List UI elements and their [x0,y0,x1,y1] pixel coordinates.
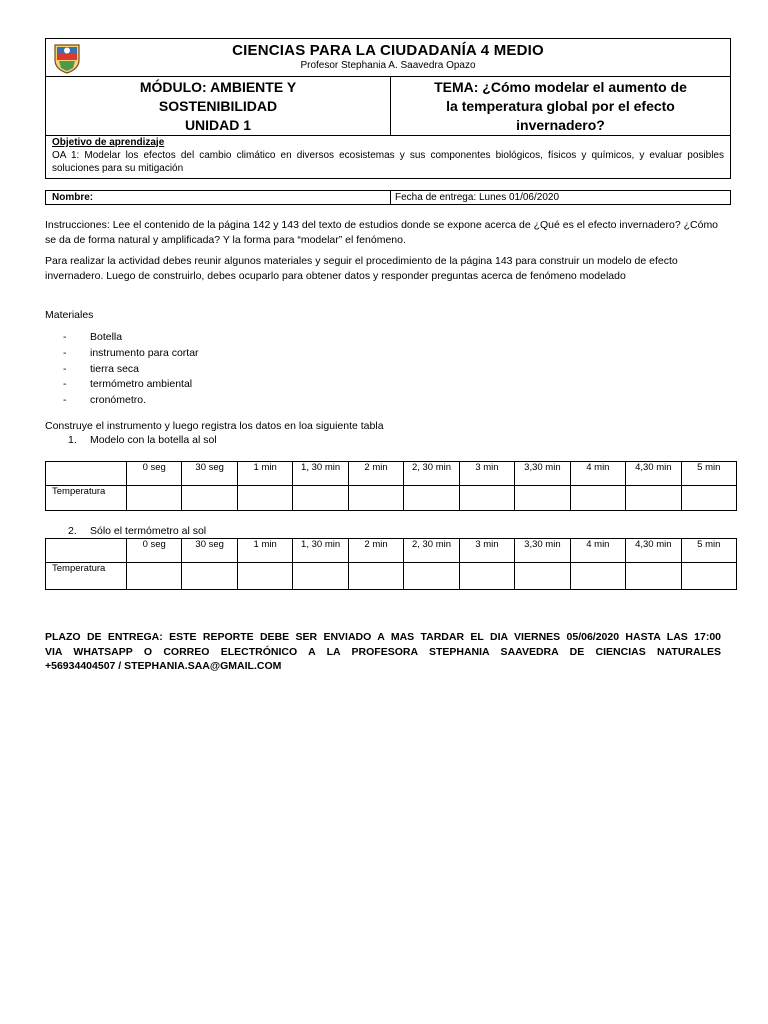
temperature-input-cell[interactable] [237,486,292,511]
teacher-name: Profesor Stephania A. Saavedra Opazo [300,60,476,71]
school-crest-icon [52,42,82,74]
time-header: 30 seg [182,539,237,563]
time-header: 2 min [348,539,403,563]
table-header-row [46,539,737,563]
temperature-input-cell[interactable] [459,563,514,590]
time-header: 1 min [237,462,292,486]
temperature-input-cell[interactable] [515,563,570,590]
temperature-input-cell[interactable] [626,563,681,590]
time-header: 2, 30 min [404,539,459,563]
table-header-row [46,462,737,486]
deadline-line: PLAZO DE ENTREGA: ESTE REPORTE DEBE SER ENVIADO A MAS TARDAR EL DIA VIERNES 05/06/2020 HASTA LAS 17:00 [45,631,721,643]
temperature-input-cell[interactable] [348,563,403,590]
row-label-temperatura: Temperatura [46,563,127,590]
temperature-input-cell[interactable] [681,563,736,590]
time-header: 4 min [570,462,625,486]
temperature-input-cell[interactable] [127,486,182,511]
temperature-input-cell[interactable] [626,486,681,511]
table-corner-cell [46,539,127,563]
time-header: 1 min [237,539,292,563]
theme-line: invernadero? [516,117,605,133]
theme-cell [391,77,730,135]
temperature-input-cell[interactable] [570,563,625,590]
data-table-1 [45,461,737,511]
temperature-input-cell[interactable] [182,563,237,590]
module-cell [46,77,391,135]
temperature-input-cell[interactable] [515,486,570,511]
delivery-date: Fecha de entrega: Lunes 01/06/2020 [395,192,560,203]
construye-instruction: Construye el instrumento y luego registra los datos en loa siguiente tabla [45,420,384,432]
time-header: 0 seg [127,539,182,563]
temperature-input-cell[interactable] [293,486,348,511]
table-1-caption [68,433,754,448]
deadline-contact: +56934404507 / STEPHANIA.SAA@GMAIL.COM [45,660,282,672]
name-field[interactable] [46,191,391,204]
row-label-temperatura: Temperatura [46,486,127,511]
temperature-input-cell[interactable] [404,563,459,590]
activity-paragraph: Para realizar la actividad debes reunir algunos materiales y seguir el procedimiento de la página 143 para construir un modelo de efecto invernadero. Luego de construirlo, debes ocuparlo para obtener datos y responder preguntas acerca de fenómeno modelado [45,255,678,282]
time-header: 4,30 min [626,539,681,563]
course-title: CIENCIAS PARA LA CIUDADANÍA 4 MEDIO [232,42,544,59]
list-item: - instrumento para cortar [63,346,199,362]
time-header: 2 min [348,462,403,486]
objective-text: OA 1: Modelar los efectos del cambio climático en diversos ecosistemas y sus componentes biológicos, físicos y químicos, y evaluar posibles soluciones para su mitigación [52,150,724,174]
student-info-row [45,190,731,205]
temperature-input-cell[interactable] [348,486,403,511]
time-header: 5 min [681,462,736,486]
module-line: UNIDAD 1 [184,117,252,133]
time-header: 3,30 min [515,462,570,486]
temperature-input-cell[interactable] [404,486,459,511]
module-line: MÓDULO: AMBIENTE Y [139,79,297,95]
table-2-number: 2. [68,525,77,537]
time-header: 1, 30 min [293,539,348,563]
table-corner-cell [46,462,127,486]
table-row [46,563,737,590]
temperature-input-cell[interactable] [459,486,514,511]
table-1-number: 1. [68,434,77,446]
time-header: 30 seg [182,462,237,486]
list-item: - Botella [63,330,199,346]
instructions-paragraph: Instrucciones: Lee el contenido de la página 142 y 143 del texto de estudios donde se expone acerca de ¿Qué es el efecto invernadero? ¿Cómo se da de forma natural y amplificada? Y la forma para “modelar” el fenómeno. [45,219,719,246]
table-row [46,486,737,511]
name-label: Nombre: [52,192,94,203]
header-module-row [46,77,730,136]
header-title-row [46,39,730,77]
theme-line: TEMA: ¿Cómo modelar el aumento de [434,79,687,95]
temperature-input-cell[interactable] [182,486,237,511]
temperature-input-cell[interactable] [681,486,736,511]
time-header: 3,30 min [515,539,570,563]
objective-cell [46,136,730,178]
data-table-2 [45,538,737,590]
time-header: 0 seg [127,462,182,486]
materials-list [63,330,199,409]
header-box [45,38,731,179]
time-header: 4 min [570,539,625,563]
table-2-caption [68,524,754,539]
deadline-notice [45,630,721,674]
theme-line: la temperatura global por el efecto [446,98,675,114]
time-header: 3 min [459,462,514,486]
time-header: 5 min [681,539,736,563]
time-header: 2, 30 min [404,462,459,486]
temperature-input-cell[interactable] [127,563,182,590]
list-item: - cronómetro. [63,393,199,409]
temperature-input-cell[interactable] [237,563,292,590]
temperature-input-cell[interactable] [293,563,348,590]
module-line: SOSTENIBILIDAD [158,98,278,114]
time-header: 3 min [459,539,514,563]
list-item: - tierra seca [63,362,199,378]
time-header: 1, 30 min [293,462,348,486]
objective-title: Objetivo de aprendizaje [52,137,165,148]
list-item: - termómetro ambiental [63,377,199,393]
temperature-input-cell[interactable] [570,486,625,511]
deadline-line: VIA WHATSAPP O CORREO ELECTRÓNICO A LA PROFESORA STEPHANIA SAAVEDRA DE CIENCIAS NATURALES [45,645,721,658]
table-1-title: Modelo con la botella al sol [90,434,217,446]
table-2-title: Sólo el termómetro al sol [90,525,207,537]
time-header: 4,30 min [626,462,681,486]
materials-title: Materiales [45,309,94,321]
